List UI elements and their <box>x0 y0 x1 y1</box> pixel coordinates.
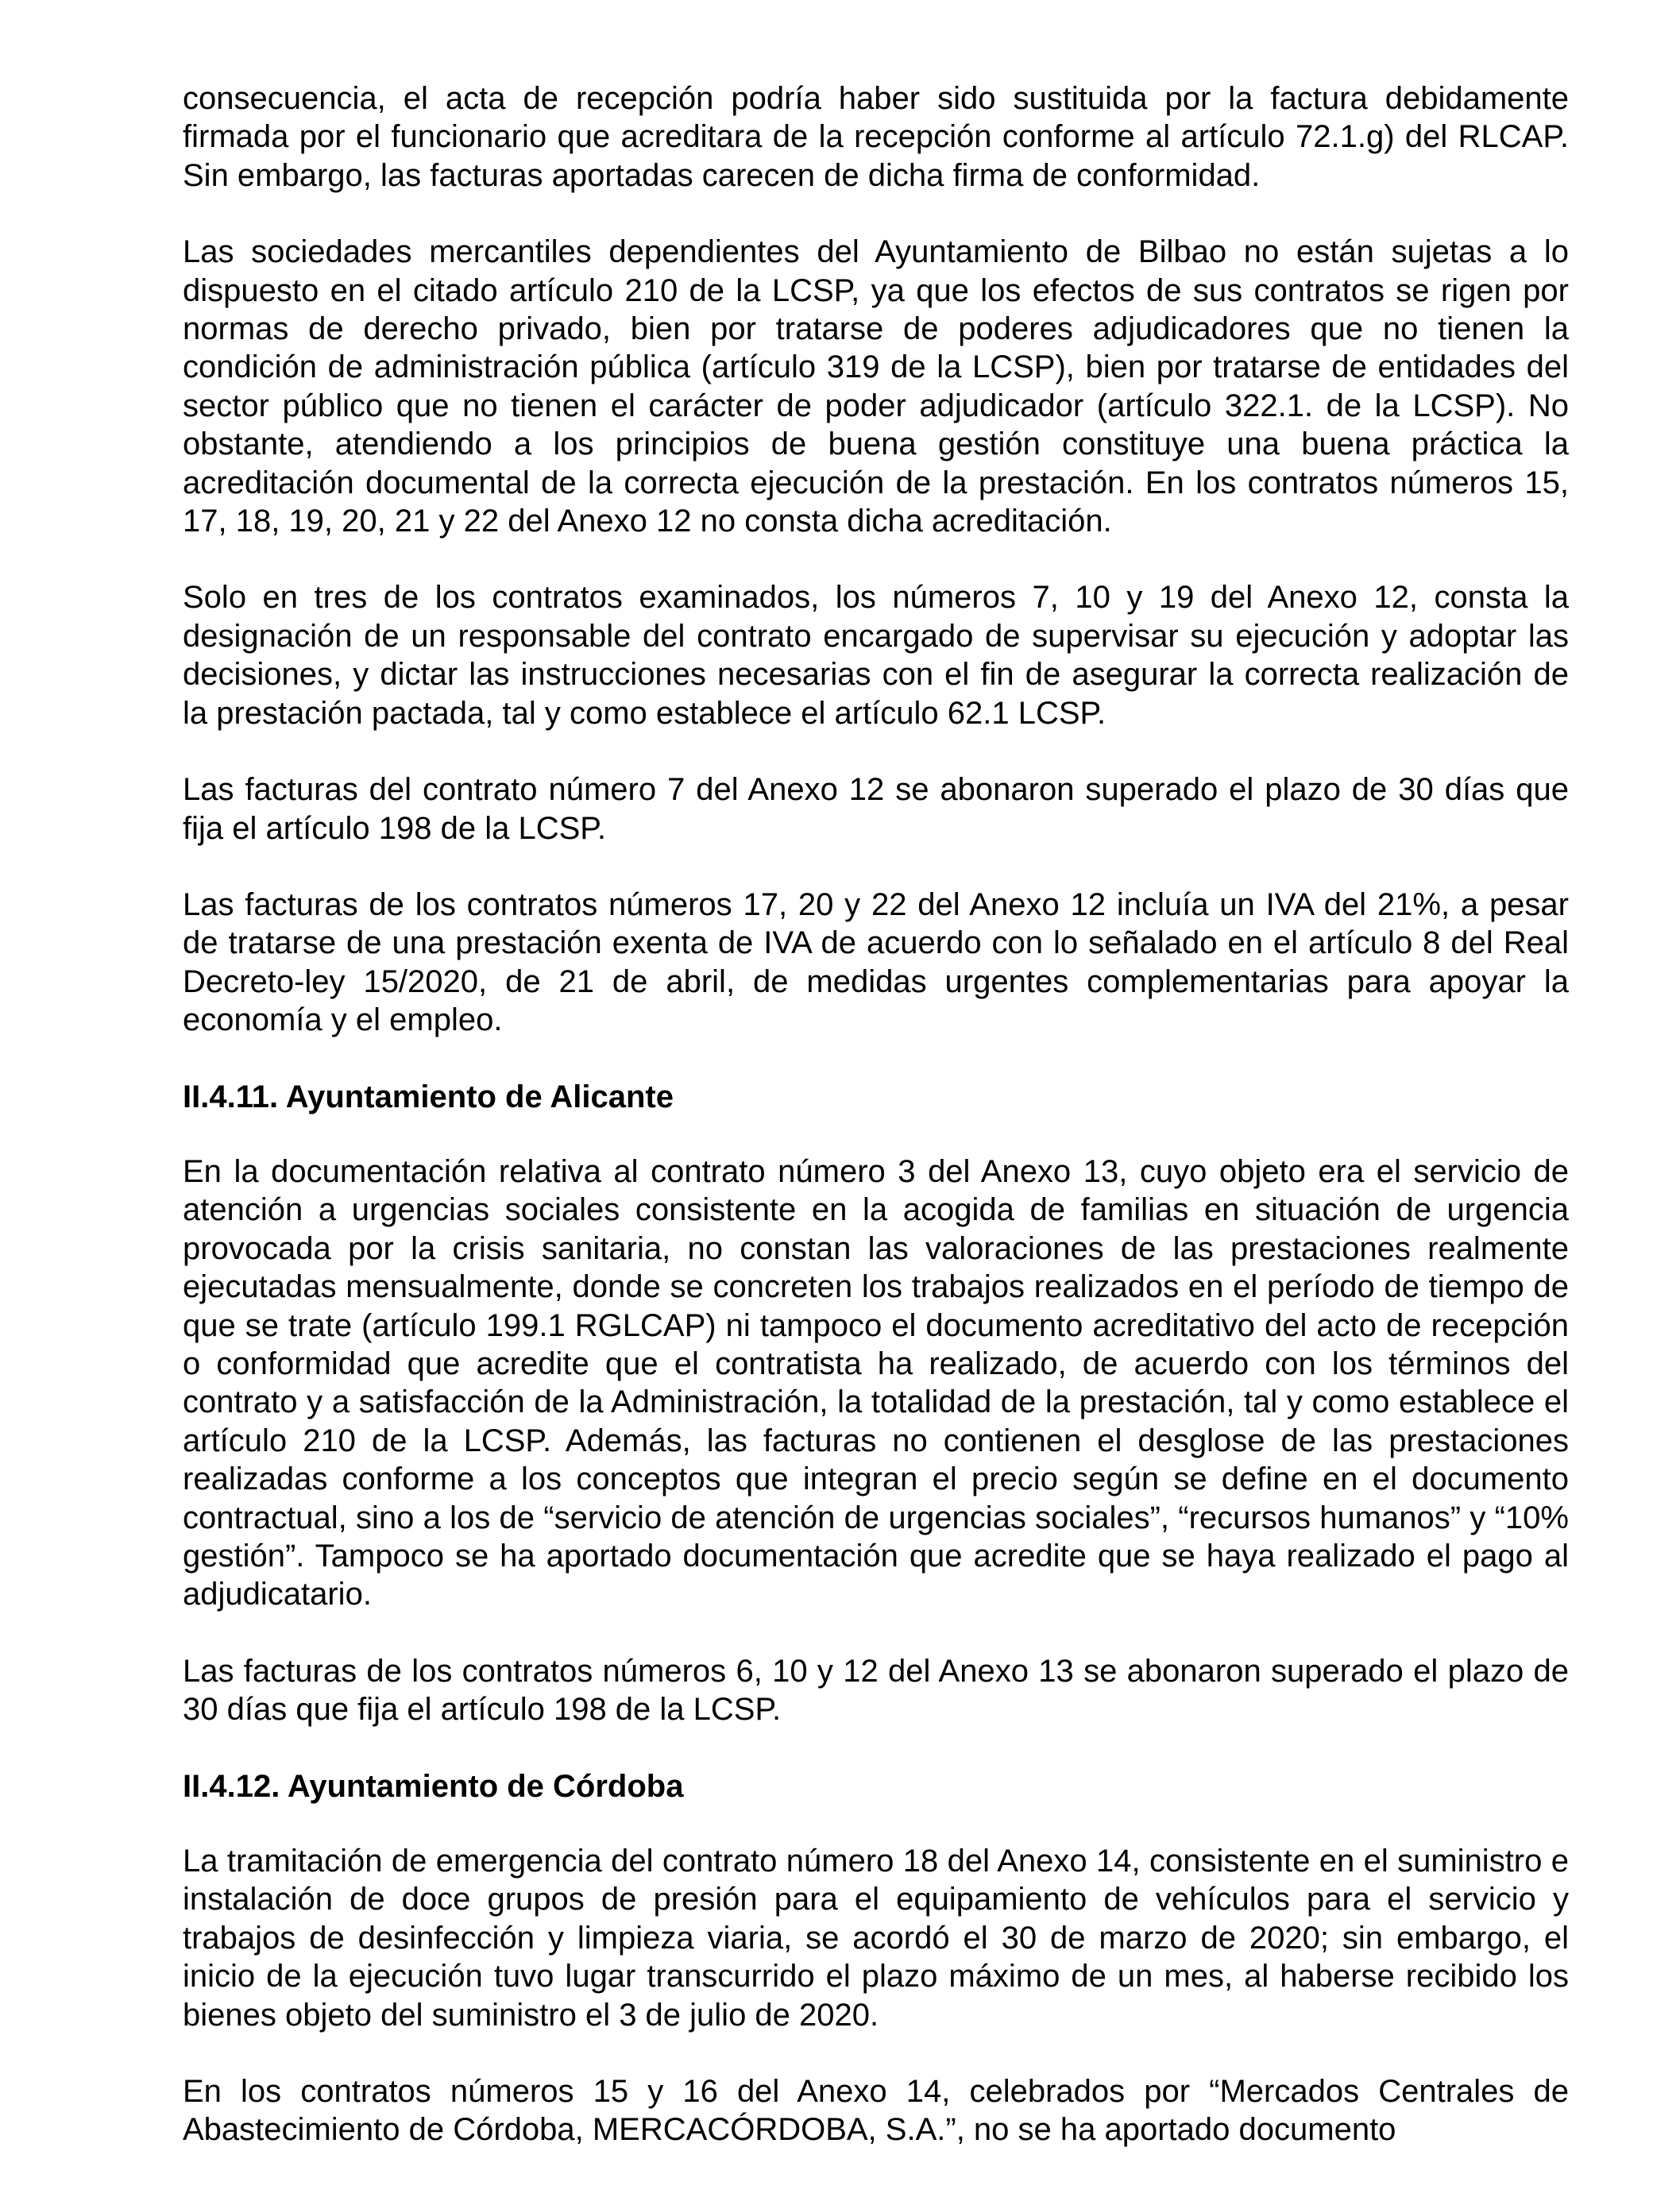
section-heading-alicante: II.4.11. Ayuntamiento de Alicante <box>183 1079 674 1114</box>
paragraph: Las facturas del contrato número 7 del Anexo 12 se abonaron superado el plazo de 30 días que fija el artículo 198 de la LCSP. <box>183 772 1569 846</box>
paragraph: Las facturas de los contratos números 17, 20 y 22 del Anexo 12 incluía un IVA del 21%, a pesar de tratarse de una prestación exenta de IVA de acuerdo con lo señalado en el artículo 8 del Real Decreto-ley 15/2020, de 21 de abril, de medidas urgentes complementarias para apoyar la economía y el empleo. <box>183 886 1569 1038</box>
section-heading-cordoba: II.4.12. Ayuntamiento de Córdoba <box>183 1768 684 1804</box>
paragraph: Solo en tres de los contratos examinados, los números 7, 10 y 19 del Anexo 12, consta la designación de un responsable del contrato encargado de supervisar su ejecución y adoptar las decisiones, y dictar las instrucciones necesarias con el fin de asegurar la correcta realización de la prestación pactada, tal y como establece el artículo 62.1 LCSP. <box>183 580 1569 731</box>
paragraph: En los contratos números 15 y 16 del Anexo 14, celebrados por “Mercados Centrales de Abastecimiento de Córdoba, MERCACÓRDOBA, S.A.”, no se ha aportado documento <box>183 2074 1569 2148</box>
paragraph: La tramitación de emergencia del contrato número 18 del Anexo 14, consistente en el suministro e instalación de doce grupos de presión para el equipamiento de vehículos para el servicio y trabajos de desinfección y limpieza viaria, se acordó el 30 de marzo de 2020; sin embargo, el inicio de la ejecución tuvo lugar transcurrido el plazo máximo de un mes, al haberse recibido los bienes objeto del suministro el 3 de julio de 2020. <box>183 1844 1569 2033</box>
document-page <box>183 79 1569 2149</box>
paragraph: consecuencia, el acta de recepción podría haber sido sustituida por la factura debidamente firmada por el funcionario que acreditara de la recepción conforme al artículo 72.1.g) del RLCAP. Sin embargo, las facturas aportadas carecen de dicha firma de conformidad. <box>183 81 1569 193</box>
paragraph: Las sociedades mercantiles dependientes del Ayuntamiento de Bilbao no están sujetas a lo dispuesto en el citado artículo 210 de la LCSP, ya que los efectos de sus contratos se rigen por normas de derecho privado, bien por tratarse de poderes adjudicadores que no tienen la condición de administración pública (artículo 319 de la LCSP), bien por tratarse de entidades del sector público que no tienen el carácter de poder adjudicador (artículo 322.1. de la LCSP). No obstante, atendiendo a los principios de buena gestión constituye una buena práctica la acreditación documental de la correcta ejecución de la prestación. En los contratos números 15, 17, 18, 19, 20, 21 y 22 del Anexo 12 no consta dicha acreditación. <box>183 234 1569 539</box>
paragraph: En la documentación relativa al contrato número 3 del Anexo 13, cuyo objeto era el servicio de atención a urgencias sociales consistente en la acogida de familias en situación de urgencia provocada por la crisis sanitaria, no constan las valoraciones de las prestaciones realmente ejecutadas mensualmente, donde se concreten los trabajos realizados en el período de tiempo de que se trate (artículo 199.1 RGLCAP) ni tampoco el documento acreditativo del acto de recepción o conformidad que acredite que el contratista ha realizado, de acuerdo con los términos del contrato y a satisfacción de la Administración, la totalidad de la prestación, tal y como establece el artículo 210 de la LCSP. Además, las facturas no contienen el desglose de las prestaciones realizadas conforme a los conceptos que integran el precio según se define en el documento contractual, sino a los de “servicio de atención de urgencias sociales”, “recursos humanos” y “10% gestión”. Tampoco se ha aportado documentación que acredite que se haya realizado el pago al adjudicatario. <box>183 1153 1569 1612</box>
paragraph: Las facturas de los contratos números 6, 10 y 12 del Anexo 13 se abonaron superado el plazo de 30 días que fija el artículo 198 de la LCSP. <box>183 1653 1569 1728</box>
